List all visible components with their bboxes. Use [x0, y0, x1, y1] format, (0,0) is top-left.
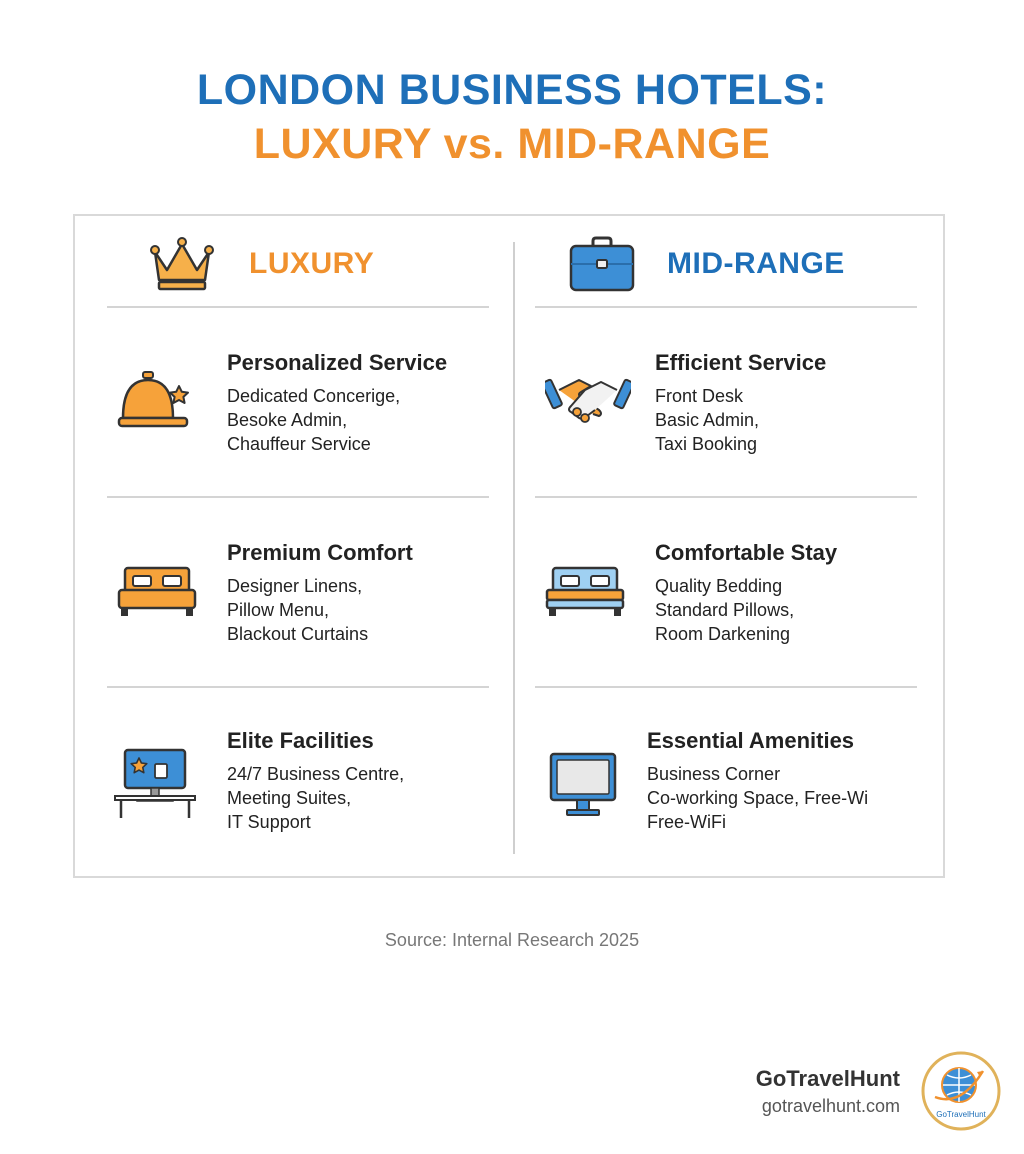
row-divider [535, 686, 917, 688]
brand-logo [921, 1051, 1001, 1131]
item-title: Elite Facilities [227, 728, 374, 753]
item-line: Dedicated Concerige, [227, 386, 401, 406]
midrange-heading: MID-RANGE [667, 247, 845, 280]
row-divider [107, 496, 489, 498]
item-title: Comfortable Stay [655, 540, 838, 565]
monitor-icon [549, 752, 617, 818]
logo-text: GoTravelHunt [936, 1110, 986, 1119]
brand-block [756, 1066, 900, 1117]
midrange-header [569, 236, 845, 292]
source-note: Source: Internal Research 2025 [384, 930, 640, 950]
service-bell-icon [117, 366, 197, 430]
item-line: Quality Bedding [655, 576, 783, 596]
luxury-header-divider [107, 306, 489, 308]
midrange-header-divider [535, 306, 917, 308]
title-line-1: LONDON BUSINESS HOTELS: [196, 66, 828, 114]
item-line: Basic Admin, [655, 410, 760, 430]
handshake-icon [545, 370, 631, 426]
item-line: Chauffeur Service [227, 434, 371, 454]
comparison-panel [73, 214, 945, 878]
brand-name: GoTravelHunt [755, 1066, 900, 1091]
luxury-heading: LUXURY [249, 247, 375, 280]
row-divider [535, 496, 917, 498]
item-line: Standard Pillows, [655, 600, 795, 620]
item-title: Efficient Service [655, 350, 827, 375]
item-line: Designer Linens, [227, 576, 363, 596]
item-line: Pillow Menu, [227, 600, 330, 620]
title-line-2: LUXURY vs. MID-RANGE [253, 120, 771, 168]
item-title: Essential Amenities [647, 728, 855, 753]
item-line: Room Darkening [655, 624, 791, 644]
item-title: Personalized Service [227, 350, 448, 375]
crown-icon [149, 236, 215, 292]
item-line: Besoke Admin, [227, 410, 348, 430]
item-line: Co-working Space, Free-Wi [647, 788, 869, 808]
briefcase-icon [569, 236, 635, 292]
item-line: Meeting Suites, [227, 788, 352, 808]
bed-icon [117, 564, 197, 620]
desk-monitor-icon [113, 748, 197, 820]
brand-url[interactable]: gotravelhunt.com [761, 1096, 900, 1116]
item-line: Front Desk [655, 386, 744, 406]
item-line: 24/7 Business Centre, [227, 764, 405, 784]
item-line: Free-WiFi [647, 812, 726, 832]
luxury-header [149, 236, 374, 292]
item-line: Taxi Booking [655, 434, 758, 454]
item-line: IT Support [227, 812, 311, 832]
row-divider [107, 686, 489, 688]
item-line: Business Corner [647, 764, 781, 784]
item-line: Blackout Curtains [227, 624, 369, 644]
bed-icon [545, 564, 625, 620]
item-title: Premium Comfort [227, 540, 413, 565]
